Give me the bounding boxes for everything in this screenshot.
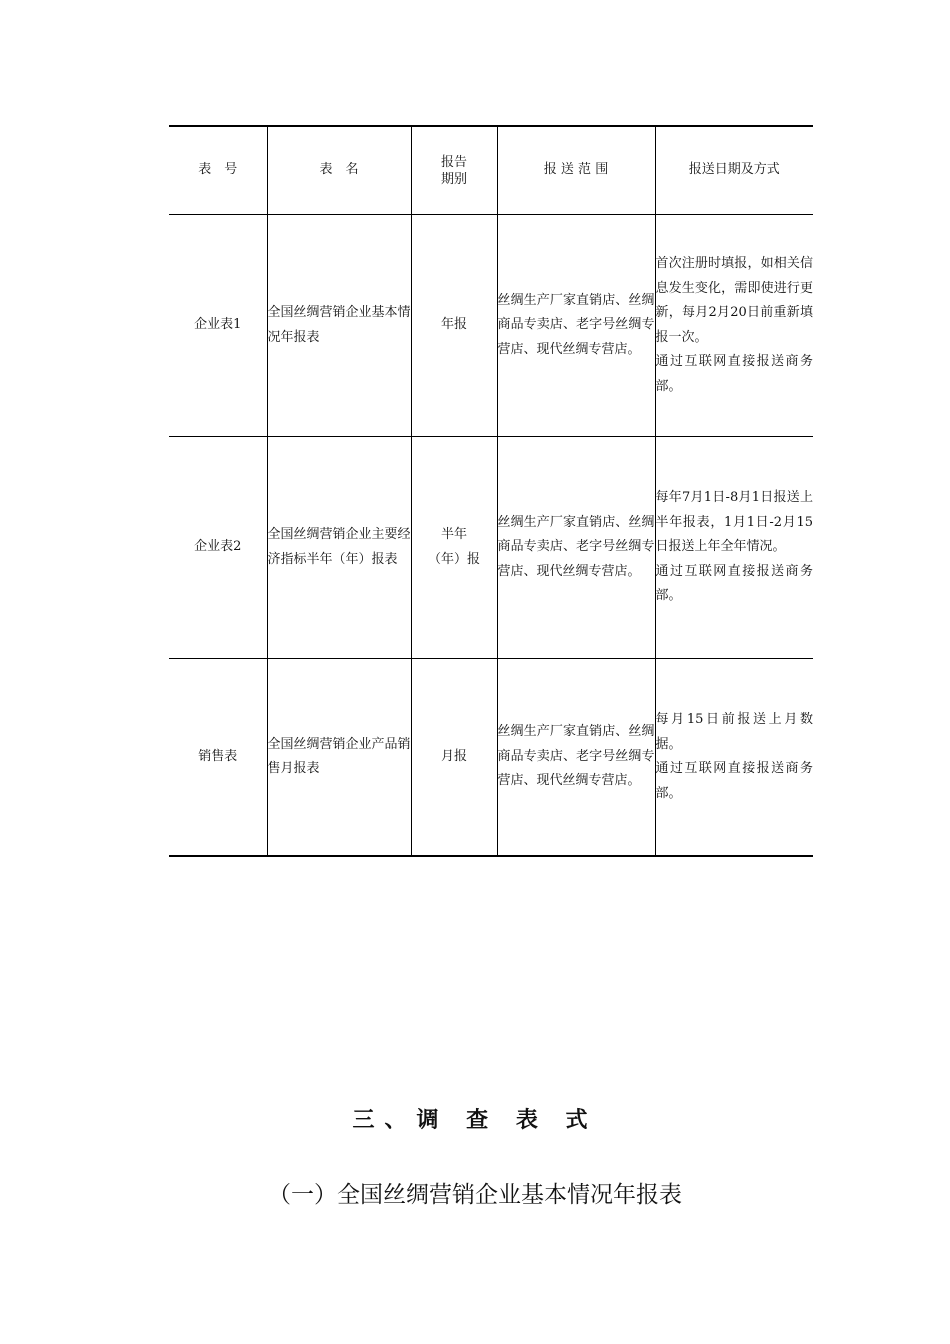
row-code: 销售表 bbox=[169, 659, 267, 857]
table-row bbox=[169, 659, 813, 857]
sub-title: （一）全国丝绸营销企业基本情况年报表 bbox=[268, 1182, 682, 1208]
header-name: 表 名 bbox=[267, 126, 411, 215]
section-title: 三、调 查 表 式 bbox=[352, 1108, 598, 1133]
row-period: 半年（年）报 bbox=[411, 437, 497, 659]
table-row bbox=[169, 215, 813, 437]
row-method-schedule: 首次注册时填报，如相关信息发生变化，需即使进行更新，每月2月20日前重新填报一次。 bbox=[655, 256, 813, 345]
row-scope: 丝绸生产厂家直销店、丝绸商品专卖店、老字号丝绸专营店、现代丝绸专营店。 bbox=[497, 659, 655, 857]
report-schedule-table bbox=[169, 125, 813, 857]
header-method: 报送日期及方式 bbox=[655, 126, 813, 215]
table-row bbox=[169, 437, 813, 659]
row-name: 全国丝绸营销企业基本情况年报表 bbox=[267, 215, 411, 437]
row-scope: 丝绸生产厂家直销店、丝绸商品专卖店、老字号丝绸专营店、现代丝绸专营店。 bbox=[497, 215, 655, 437]
row-method-schedule: 每年7月1日-8月1日报送上半年报表，1月1日-2月15日报送上年全年情况。 bbox=[655, 490, 813, 555]
row-method-channel: 通过互联网直接报送商务部。 bbox=[655, 761, 813, 801]
row-period: 月报 bbox=[411, 659, 497, 857]
row-method-channel: 通过互联网直接报送商务部。 bbox=[655, 563, 813, 604]
row-name: 全国丝绸营销企业主要经济指标半年（年）报表 bbox=[267, 437, 411, 659]
header-scope: 报 送 范 围 bbox=[497, 126, 655, 215]
row-method bbox=[655, 215, 813, 437]
row-method bbox=[655, 437, 813, 659]
header-code: 表 号 bbox=[169, 126, 267, 215]
row-method-channel: 通过互联网直接报送商务部。 bbox=[655, 354, 813, 394]
row-method-schedule: 每月15日前报送上月数据。 bbox=[655, 712, 813, 752]
row-name: 全国丝绸营销企业产品销售月报表 bbox=[267, 659, 411, 857]
row-scope: 丝绸生产厂家直销店、丝绸商品专卖店、老字号丝绸专营店、现代丝绸专营店。 bbox=[497, 437, 655, 659]
header-period bbox=[411, 126, 497, 215]
header-period-line2: 期别 bbox=[440, 171, 467, 187]
header-period-line1: 报告 bbox=[440, 154, 467, 170]
row-method bbox=[655, 659, 813, 857]
table-header-row bbox=[169, 126, 813, 215]
row-code: 企业表2 bbox=[169, 437, 267, 659]
row-code: 企业表1 bbox=[169, 215, 267, 437]
row-period: 年报 bbox=[411, 215, 497, 437]
